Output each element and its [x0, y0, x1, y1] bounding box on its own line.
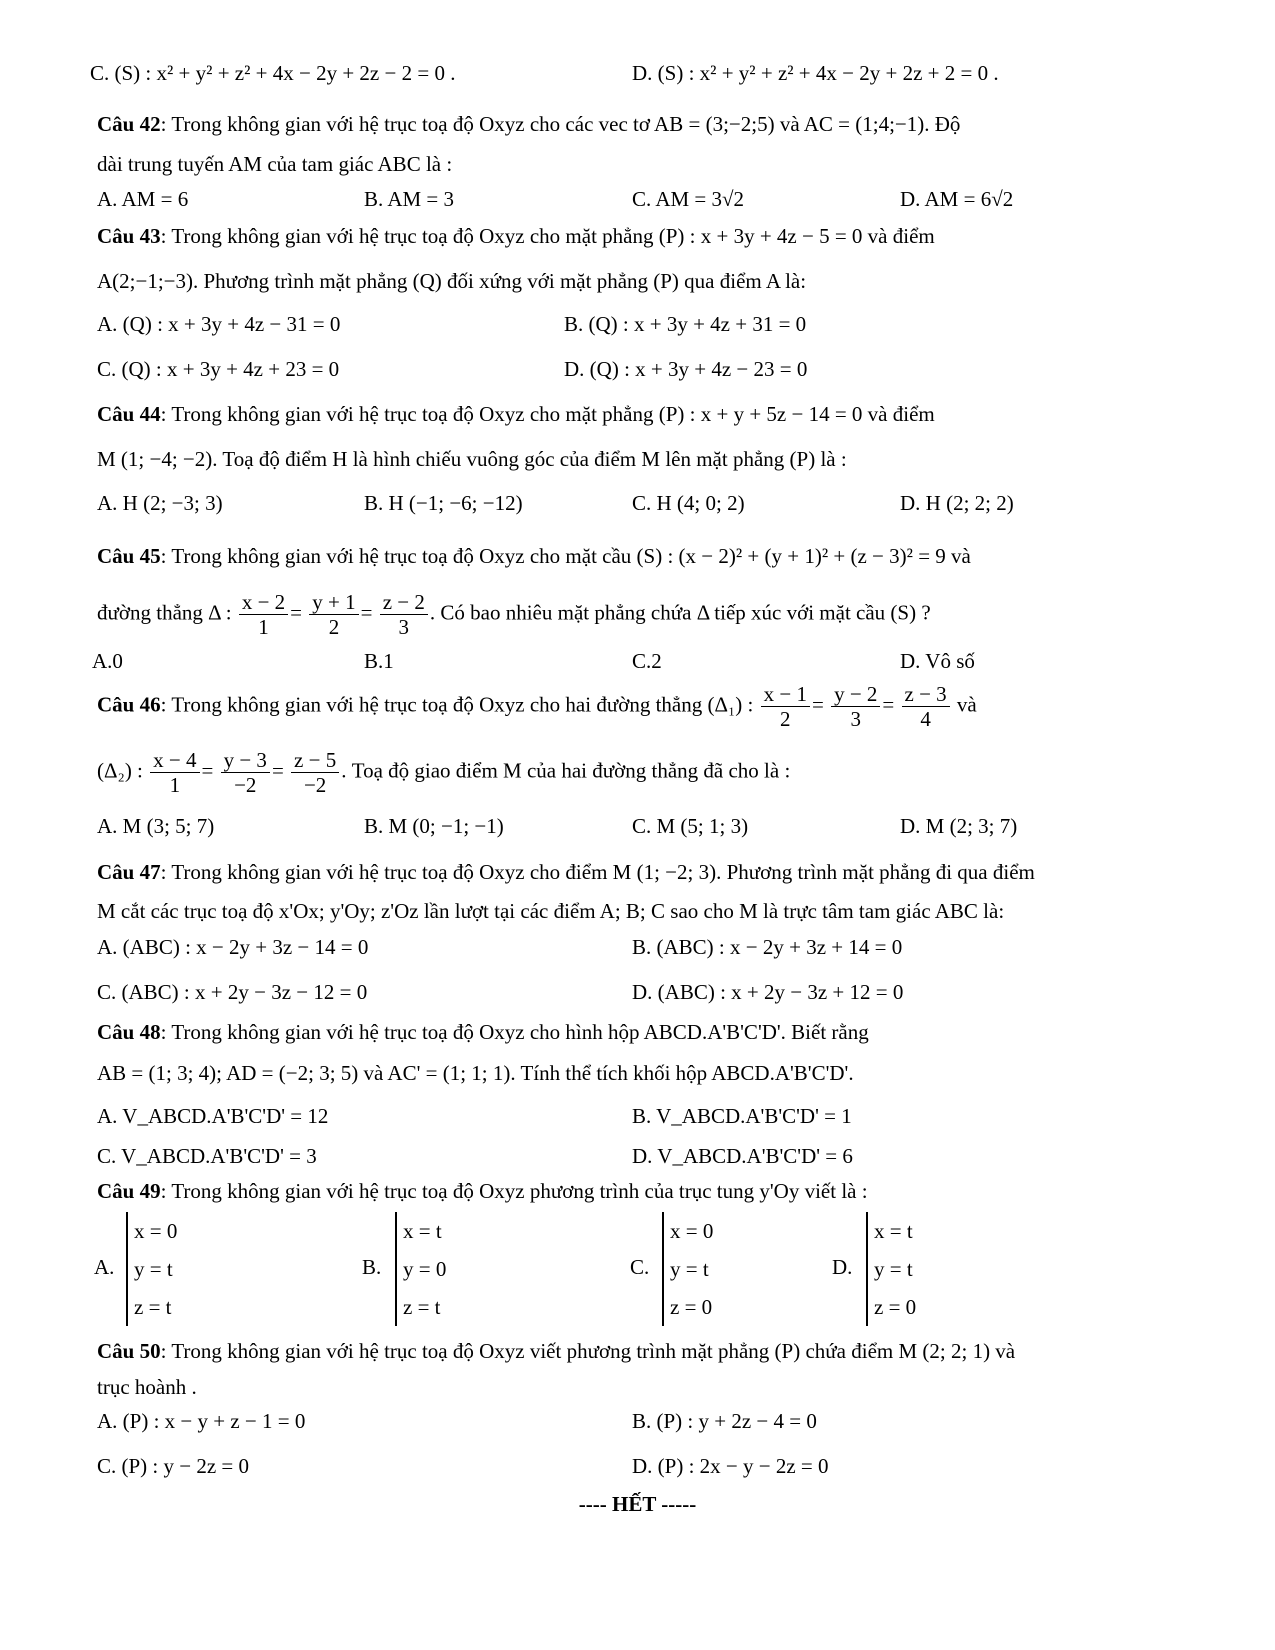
q42-text-line2: dài trung tuyến AM của tam giác ABC là :: [97, 152, 453, 176]
q49-option-a-system: x = 0 y = t z = t: [126, 1212, 177, 1326]
q46-line1-fraction-1: $\frac{x - 1}{2}$: [761, 682, 810, 731]
q49-option-c-label: C.: [630, 1255, 650, 1279]
q44-text-line1: Câu 44: Trong không gian với hệ trục toạ độ Oxyz cho mặt phẳng (P) : x + y + 5z − 14 = 0 và điểm: [97, 402, 935, 426]
q48-option-c: C. V_ABCD.A'B'C'D' = 3: [97, 1144, 317, 1168]
q46-text-line1: Câu 46: Trong không gian với hệ trục toạ độ Oxyz cho hai đường thẳng (Δ₁) : $\frac{x - 1}{2}$ = $\frac{y - 2}{3}$ = $\frac{z - 3}{4}$ và: [97, 682, 977, 732]
q42-label: Câu 42: [97, 112, 161, 136]
q49-text-line1: Câu 49: Trong không gian với hệ trục toạ độ Oxyz phương trình của trục tung y'Oy viết là :: [97, 1179, 868, 1203]
q49-label: Câu 49: [97, 1179, 161, 1203]
q46-line1-fraction-2: $\frac{y - 2}{3}$: [831, 682, 880, 731]
q44-option-d: D. H (2; 2; 2): [900, 491, 1014, 515]
q41-option-c: C. (S) : x² + y² + z² + 4x − 2y + 2z − 2 = 0 .: [90, 61, 456, 85]
q43-text-line1: Câu 43: Trong không gian với hệ trục toạ độ Oxyz cho mặt phẳng (P) : x + 3y + 4z − 5 = 0 và điểm: [97, 224, 935, 248]
q46-option-c: C. M (5; 1; 3): [632, 814, 749, 838]
q45-text-line2: đường thẳng Δ : $\frac{x - 2}{1}$ = $\frac{y + 1}{2}$ = $\frac{z - 2}{3}$ . Có bao nhiêu mặt phẳng chứa Δ tiếp xúc với mặt cầu (S) ?: [97, 590, 931, 640]
q50-option-c: C. (P) : y − 2z = 0: [97, 1454, 250, 1478]
q45-fraction-3: $\frac{z - 2}{3}$: [380, 590, 428, 639]
q47-option-d: D. (ABC) : x + 2y − 3z + 12 = 0: [632, 980, 904, 1004]
q45-option-c: C.2: [632, 649, 662, 673]
q44-option-a: A. H (2; −3; 3): [97, 491, 223, 515]
q46-line2-fraction-3: $\frac{z - 5}{-2}$: [291, 748, 339, 797]
q50-text-line1: Câu 50: Trong không gian với hệ trục toạ độ Oxyz viết phương trình mặt phẳng (P) chứa điểm M (2; 2; 1) và: [97, 1339, 1016, 1363]
q47-option-b: B. (ABC) : x − 2y + 3z + 14 = 0: [632, 935, 903, 959]
q50-option-b: B. (P) : y + 2z − 4 = 0: [632, 1409, 817, 1433]
q43-text-line2: A(2;−1;−3). Phương trình mặt phẳng (Q) đối xứng với mặt phẳng (P) qua điểm A là:: [97, 269, 807, 293]
q48-text-line2: AB = (1; 3; 4); AD = (−2; 3; 5) và AC' = (1; 1; 1). Tính thể tích khối hộp ABCD.A'B'C'D'.: [97, 1061, 854, 1085]
q44-label: Câu 44: [97, 402, 161, 426]
q49-option-d-label: D.: [832, 1255, 853, 1279]
q48-text-line1: Câu 48: Trong không gian với hệ trục toạ độ Oxyz cho hình hộp ABCD.A'B'C'D'. Biết rằng: [97, 1020, 869, 1044]
q49-option-a-label: A.: [94, 1255, 115, 1279]
q47-option-c: C. (ABC) : x + 2y − 3z − 12 = 0: [97, 980, 368, 1004]
q42-option-b: B. AM = 3: [364, 187, 455, 211]
q46-text-line2: (Δ₂) : $\frac{x - 4}{1}$ = $\frac{y - 3}{-2}$ = $\frac{z - 5}{-2}$ . Toạ độ giao điểm M của hai đường thẳng đã cho là :: [97, 748, 791, 798]
q47-text-line1: Câu 47: Trong không gian với hệ trục toạ độ Oxyz cho điểm M (1; −2; 3). Phương trình mặt phẳng đi qua điểm: [97, 860, 1035, 884]
q46-line1-fraction-3: $\frac{z - 3}{4}$: [902, 682, 950, 731]
q43-option-c: C. (Q) : x + 3y + 4z + 23 = 0: [97, 357, 340, 381]
q48-option-b: B. V_ABCD.A'B'C'D' = 1: [632, 1104, 852, 1128]
q48-option-a: A. V_ABCD.A'B'C'D' = 12: [97, 1104, 329, 1128]
q49-option-c-system: x = 0 y = t z = 0: [662, 1212, 713, 1326]
q43-option-b: B. (Q) : x + 3y + 4z + 31 = 0: [564, 312, 807, 336]
q49-option-b-label: B.: [362, 1255, 382, 1279]
q50-text-line2: trục hoành .: [97, 1375, 197, 1399]
q47-label: Câu 47: [97, 860, 161, 884]
q43-option-a: A. (Q) : x + 3y + 4z − 31 = 0: [97, 312, 341, 336]
q45-label: Câu 45: [97, 544, 161, 568]
q48-label: Câu 48: [97, 1020, 161, 1044]
q42-text-line1: Câu 42: Trong không gian với hệ trục toạ độ Oxyz cho các vec tơ AB = (3;−2;5) và AC = (1;4;−1). Độ: [97, 112, 961, 136]
q47-option-a: A. (ABC) : x − 2y + 3z − 14 = 0: [97, 935, 369, 959]
q49-option-b-system: x = t y = 0 z = t: [395, 1212, 446, 1326]
q47-text-line2: M cắt các trục toạ độ x'Ox; y'Oy; z'Oz lần lượt tại các điểm A; B; C sao cho M là trực tâm tam giác ABC là:: [97, 899, 1005, 923]
q44-option-b: B. H (−1; −6; −12): [364, 491, 523, 515]
q50-option-d: D. (P) : 2x − y − 2z = 0: [632, 1454, 829, 1478]
q50-label: Câu 50: [97, 1339, 161, 1363]
q45-fraction-2: $\frac{y + 1}{2}$: [309, 590, 358, 639]
q45-option-a: A.0: [92, 649, 123, 673]
q43-option-d: D. (Q) : x + 3y + 4z − 23 = 0: [564, 357, 808, 381]
q46-line2-fraction-1: $\frac{x - 4}{1}$: [150, 748, 199, 797]
q42-option-c: C. AM = 3√2: [632, 187, 745, 211]
q46-option-b: B. M (0; −1; −1): [364, 814, 504, 838]
q45-text-line1: Câu 45: Trong không gian với hệ trục toạ độ Oxyz cho mặt cầu (S) : (x − 2)² + (y + 1)² + (z − 3)² = 9 và: [97, 544, 971, 568]
q50-option-a: A. (P) : x − y + z − 1 = 0: [97, 1409, 306, 1433]
q46-option-a: A. M (3; 5; 7): [97, 814, 215, 838]
q41-option-d: D. (S) : x² + y² + z² + 4x − 2y + 2z + 2 = 0 .: [632, 61, 999, 85]
q49-option-d-system: x = t y = t z = 0: [866, 1212, 916, 1326]
q42-option-a: A. AM = 6: [97, 187, 189, 211]
q42-option-d: D. AM = 6√2: [900, 187, 1014, 211]
q45-fraction-1: $\frac{x - 2}{1}$: [239, 590, 288, 639]
q45-option-b: B.1: [364, 649, 394, 673]
q45-option-d: D. Vô số: [900, 649, 975, 673]
q48-option-d: D. V_ABCD.A'B'C'D' = 6: [632, 1144, 853, 1168]
q43-label: Câu 43: [97, 224, 161, 248]
q44-option-c: C. H (4; 0; 2): [632, 491, 745, 515]
q46-option-d: D. M (2; 3; 7): [900, 814, 1018, 838]
end-marker: ---- HẾT -----: [578, 1492, 697, 1516]
q46-line2-fraction-2: $\frac{y - 3}{-2}$: [221, 748, 270, 797]
q44-text-line2: M (1; −4; −2). Toạ độ điểm H là hình chiếu vuông góc của điểm M lên mặt phẳng (P) là :: [97, 447, 847, 471]
q46-label: Câu 46: [97, 692, 161, 717]
